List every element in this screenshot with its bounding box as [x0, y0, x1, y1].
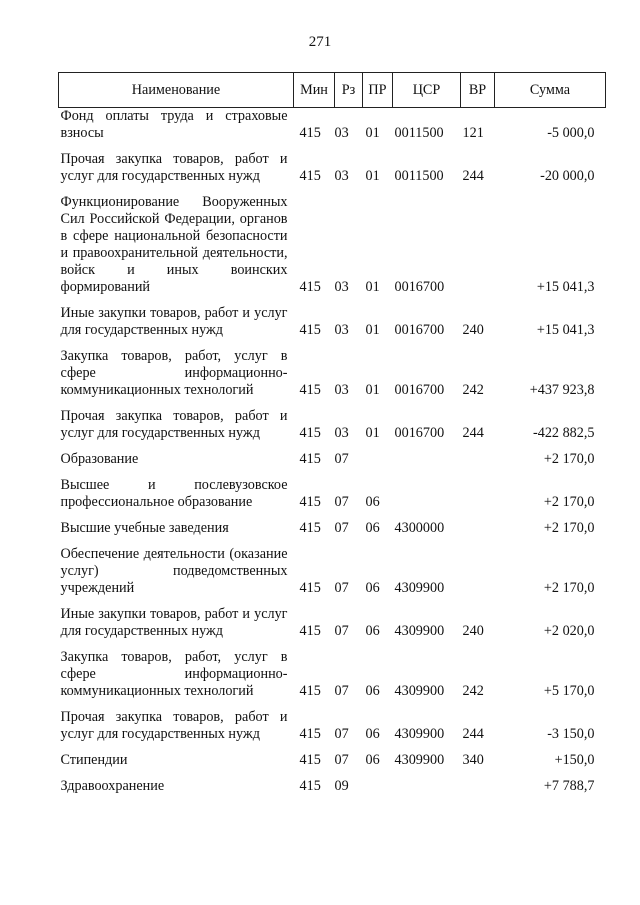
cell-sum: +2 170,0 [543, 451, 595, 467]
cell-rz: 07 [334, 451, 349, 467]
cell-csr: 0016700 [394, 279, 445, 295]
row-spacer-cell [59, 468, 606, 477]
row-spacer-cell [59, 640, 606, 649]
cell-pr: 06 [365, 726, 380, 742]
cell-csr [393, 451, 461, 468]
cell-csr: 0016700 [394, 382, 445, 398]
table-row [59, 477, 606, 511]
cell-pr: 01 [365, 382, 380, 398]
cell-min: 415 [299, 778, 321, 794]
cell-min: 415 [299, 125, 321, 141]
cell-name: Функционирование Вооруженных Сил Российской Федерации, органов в сфере национальной безопасности и правоохранительной деятельности, войск и иных воинских формирований [60, 194, 288, 295]
column-header-pr: ПР [363, 73, 393, 108]
cell-csr: 4309900 [394, 580, 445, 596]
cell-pr: 06 [365, 494, 380, 510]
cell-name: Здравоохранение [60, 778, 165, 794]
cell-name: Фонд оплаты труда и страховые взносы [60, 108, 288, 141]
cell-rz: 09 [334, 778, 349, 794]
cell-pr: 01 [365, 425, 380, 441]
table-row [59, 606, 606, 640]
table-row [59, 348, 606, 399]
row-spacer-cell [59, 511, 606, 520]
cell-csr: 0011500 [394, 168, 444, 184]
cell-name: Стипендии [60, 752, 128, 768]
cell-csr: 0016700 [394, 425, 445, 441]
row-spacer-cell [59, 537, 606, 546]
cell-min: 415 [299, 451, 321, 467]
cell-sum: +5 170,0 [543, 683, 595, 699]
row-spacer-cell [59, 142, 606, 151]
row-spacer [59, 296, 606, 305]
header-row [59, 73, 606, 108]
cell-name: Прочая закупка товаров, работ и услуг для государственных нужд [60, 151, 288, 184]
cell-vr: 340 [462, 752, 484, 768]
table-row [59, 778, 606, 795]
cell-vr [461, 546, 495, 597]
cell-rz: 03 [334, 168, 349, 184]
cell-rz: 03 [334, 322, 349, 338]
column-header-min: Мин [294, 73, 335, 108]
cell-csr: 4300000 [394, 520, 445, 536]
row-spacer-cell [59, 743, 606, 752]
column-header-vr: ВР [461, 73, 495, 108]
row-spacer [59, 700, 606, 709]
row-spacer [59, 537, 606, 546]
table-row [59, 108, 606, 143]
cell-csr: 4309900 [394, 623, 445, 639]
cell-name: Обеспечение деятельности (оказание услуг) подведомственных учреждений [60, 546, 288, 596]
cell-rz: 07 [334, 494, 349, 510]
cell-min: 415 [299, 168, 321, 184]
cell-min: 415 [299, 425, 321, 441]
cell-name: Высшие учебные заведения [60, 520, 229, 536]
row-spacer [59, 511, 606, 520]
cell-sum: +7 788,7 [543, 778, 595, 794]
cell-csr: 0016700 [394, 322, 445, 338]
row-spacer-cell [59, 442, 606, 451]
row-spacer [59, 185, 606, 194]
cell-vr [461, 778, 495, 795]
cell-vr: 244 [462, 168, 484, 184]
cell-sum: -422 882,5 [533, 425, 595, 441]
cell-vr [461, 451, 495, 468]
cell-min: 415 [299, 683, 321, 699]
table-row [59, 752, 606, 769]
cell-csr: 4309900 [394, 683, 445, 699]
table-row [59, 709, 606, 743]
cell-pr: 06 [365, 580, 380, 596]
row-spacer [59, 597, 606, 606]
cell-pr: 06 [365, 752, 380, 768]
cell-rz: 03 [334, 425, 349, 441]
cell-vr: 240 [462, 623, 484, 639]
column-header-name: Наименование [59, 73, 294, 108]
cell-min: 415 [299, 580, 321, 596]
cell-pr [363, 451, 393, 468]
cell-sum: +150,0 [554, 752, 595, 768]
cell-rz: 07 [334, 623, 349, 639]
column-header-rz: Рз [335, 73, 363, 108]
budget-table [58, 72, 606, 795]
table-row [59, 451, 606, 468]
cell-rz: 07 [334, 726, 349, 742]
cell-pr: 06 [365, 623, 380, 639]
table-row [59, 546, 606, 597]
cell-min: 415 [299, 382, 321, 398]
cell-sum: +2 170,0 [543, 580, 595, 596]
cell-sum: -5 000,0 [547, 125, 595, 141]
cell-rz: 03 [334, 279, 349, 295]
column-header-sum: Сумма [495, 73, 606, 108]
cell-min: 415 [299, 623, 321, 639]
cell-sum: +15 041,3 [536, 279, 595, 295]
cell-min: 415 [299, 279, 321, 295]
cell-vr: 240 [462, 322, 484, 338]
row-spacer-cell [59, 769, 606, 778]
cell-pr: 01 [365, 322, 380, 338]
cell-csr: 0011500 [394, 125, 444, 141]
row-spacer [59, 640, 606, 649]
row-spacer [59, 468, 606, 477]
cell-pr: 06 [365, 683, 380, 699]
table-row [59, 151, 606, 185]
table-row [59, 520, 606, 537]
row-spacer [59, 769, 606, 778]
cell-rz: 03 [334, 382, 349, 398]
row-spacer [59, 339, 606, 348]
table-row [59, 194, 606, 296]
cell-csr [393, 477, 461, 511]
cell-min: 415 [299, 494, 321, 510]
row-spacer-cell [59, 296, 606, 305]
cell-sum: +437 923,8 [529, 382, 595, 398]
cell-rz: 03 [334, 125, 349, 141]
cell-pr: 01 [365, 125, 380, 141]
cell-min: 415 [299, 520, 321, 536]
cell-csr [393, 778, 461, 795]
cell-name: Закупка товаров, работ, услуг в сфере информационно-коммуникационных технологий [60, 348, 288, 398]
table-row [59, 649, 606, 700]
cell-sum: -20 000,0 [540, 168, 595, 184]
page-number: 271 [308, 34, 332, 50]
row-spacer-cell [59, 700, 606, 709]
cell-name: Прочая закупка товаров, работ и услуг для государственных нужд [60, 408, 288, 441]
column-header-csr: ЦСР [393, 73, 461, 108]
cell-sum: +2 170,0 [543, 494, 595, 510]
cell-rz: 07 [334, 752, 349, 768]
cell-rz: 07 [334, 520, 349, 536]
cell-name: Иные закупки товаров, работ и услуг для государственных нужд [60, 606, 288, 639]
cell-min: 415 [299, 322, 321, 338]
row-spacer [59, 442, 606, 451]
row-spacer-cell [59, 399, 606, 408]
cell-vr: 244 [462, 425, 484, 441]
cell-vr: 242 [462, 382, 484, 398]
cell-pr [363, 778, 393, 795]
row-spacer [59, 743, 606, 752]
cell-name: Прочая закупка товаров, работ и услуг для государственных нужд [60, 709, 288, 742]
cell-vr [461, 477, 495, 511]
cell-min: 415 [299, 752, 321, 768]
cell-name: Образование [60, 451, 139, 467]
row-spacer-cell [59, 185, 606, 194]
cell-pr: 01 [365, 279, 380, 295]
cell-vr: 242 [462, 683, 484, 699]
cell-name: Высшее и послевузовское профессиональное образование [60, 477, 288, 510]
cell-pr: 01 [365, 168, 380, 184]
row-spacer [59, 399, 606, 408]
cell-vr: 244 [462, 726, 484, 742]
table-row [59, 305, 606, 339]
cell-rz: 07 [334, 580, 349, 596]
cell-sum: +2 020,0 [543, 623, 595, 639]
cell-csr: 4309900 [394, 726, 445, 742]
cell-name: Закупка товаров, работ, услуг в сфере информационно-коммуникационных технологий [60, 649, 288, 699]
cell-sum: +15 041,3 [536, 322, 595, 338]
row-spacer [59, 142, 606, 151]
cell-vr [461, 194, 495, 296]
cell-pr: 06 [365, 520, 380, 536]
cell-name: Иные закупки товаров, работ и услуг для государственных нужд [60, 305, 288, 338]
cell-sum: +2 170,0 [543, 520, 595, 536]
cell-vr: 121 [462, 125, 484, 141]
table-row [59, 408, 606, 442]
cell-sum: -3 150,0 [547, 726, 595, 742]
row-spacer-cell [59, 597, 606, 606]
table-body [59, 108, 606, 796]
cell-min: 415 [299, 726, 321, 742]
table-header [59, 73, 606, 108]
cell-rz: 07 [334, 683, 349, 699]
cell-vr [461, 520, 495, 537]
cell-csr: 4309900 [394, 752, 445, 768]
row-spacer-cell [59, 339, 606, 348]
